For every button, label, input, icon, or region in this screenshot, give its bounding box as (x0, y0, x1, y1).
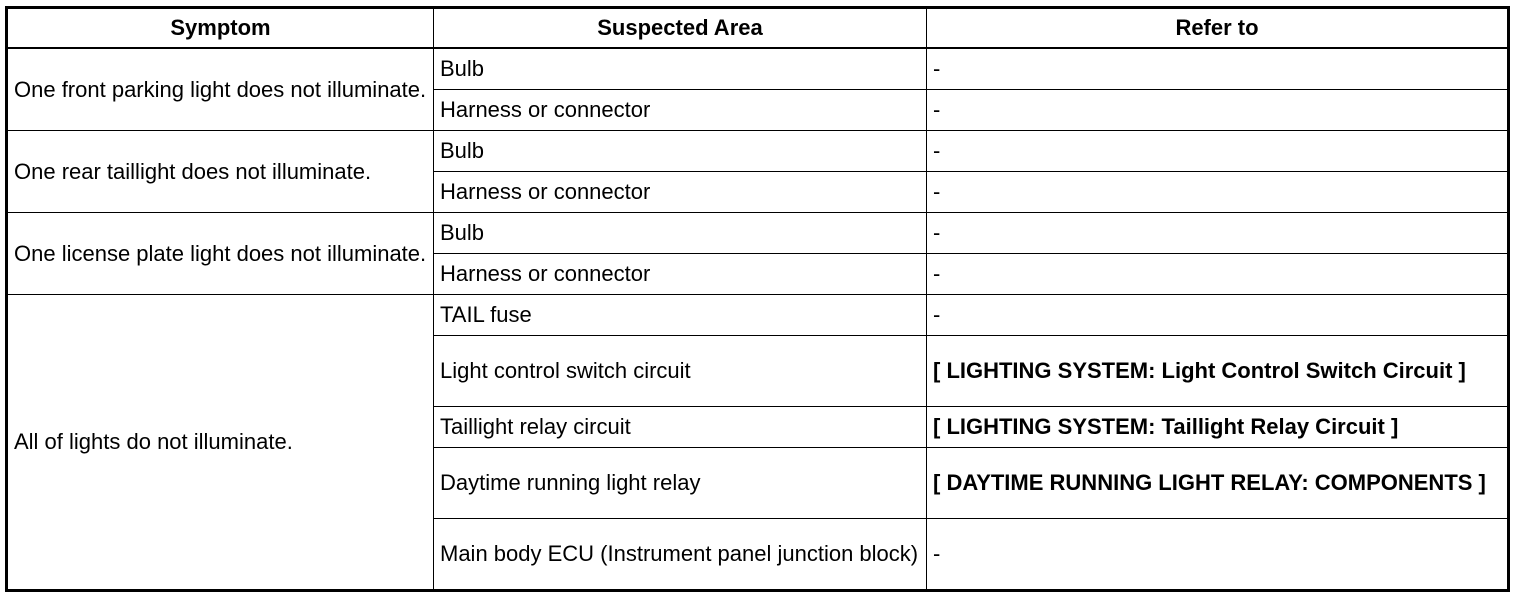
suspected-area-cell: Bulb (434, 213, 927, 254)
header-refer-to: Refer to (927, 8, 1509, 49)
suspected-area-cell: Daytime running light relay (434, 448, 927, 519)
suspected-area-cell: Harness or connector (434, 254, 927, 295)
refer-to-link[interactable]: [ DAYTIME RUNNING LIGHT RELAY: COMPONENTS ] (927, 448, 1509, 519)
refer-to-cell: - (927, 90, 1509, 131)
header-symptom: Symptom (7, 8, 434, 49)
symptom-cell: One rear taillight does not illuminate. (7, 131, 434, 213)
symptom-cell: One license plate light does not illuminate. (7, 213, 434, 295)
table-row (7, 131, 1509, 172)
refer-to-cell: - (927, 48, 1509, 90)
refer-to-cell: - (927, 213, 1509, 254)
symptom-cell: One front parking light does not illuminate. (7, 48, 434, 131)
suspected-area-cell: Taillight relay circuit (434, 407, 927, 448)
refer-to-link[interactable]: [ LIGHTING SYSTEM: Taillight Relay Circuit ] (927, 407, 1509, 448)
suspected-area-cell: Main body ECU (Instrument panel junction block) (434, 519, 927, 591)
header-row (7, 8, 1509, 49)
suspected-area-cell: Harness or connector (434, 172, 927, 213)
suspected-area-cell: Bulb (434, 131, 927, 172)
refer-to-cell: - (927, 254, 1509, 295)
refer-to-link[interactable]: [ LIGHTING SYSTEM: Light Control Switch Circuit ] (927, 336, 1509, 407)
symptom-table (5, 6, 1510, 592)
suspected-area-cell: Bulb (434, 48, 927, 90)
suspected-area-cell: Harness or connector (434, 90, 927, 131)
suspected-area-cell: Light control switch circuit (434, 336, 927, 407)
refer-to-cell: - (927, 172, 1509, 213)
refer-to-cell: - (927, 131, 1509, 172)
refer-to-cell: - (927, 519, 1509, 591)
header-suspected-area: Suspected Area (434, 8, 927, 49)
table-row (7, 48, 1509, 90)
table-row (7, 295, 1509, 336)
suspected-area-cell: TAIL fuse (434, 295, 927, 336)
table-row (7, 213, 1509, 254)
symptom-cell: All of lights do not illuminate. (7, 295, 434, 591)
refer-to-cell: - (927, 295, 1509, 336)
